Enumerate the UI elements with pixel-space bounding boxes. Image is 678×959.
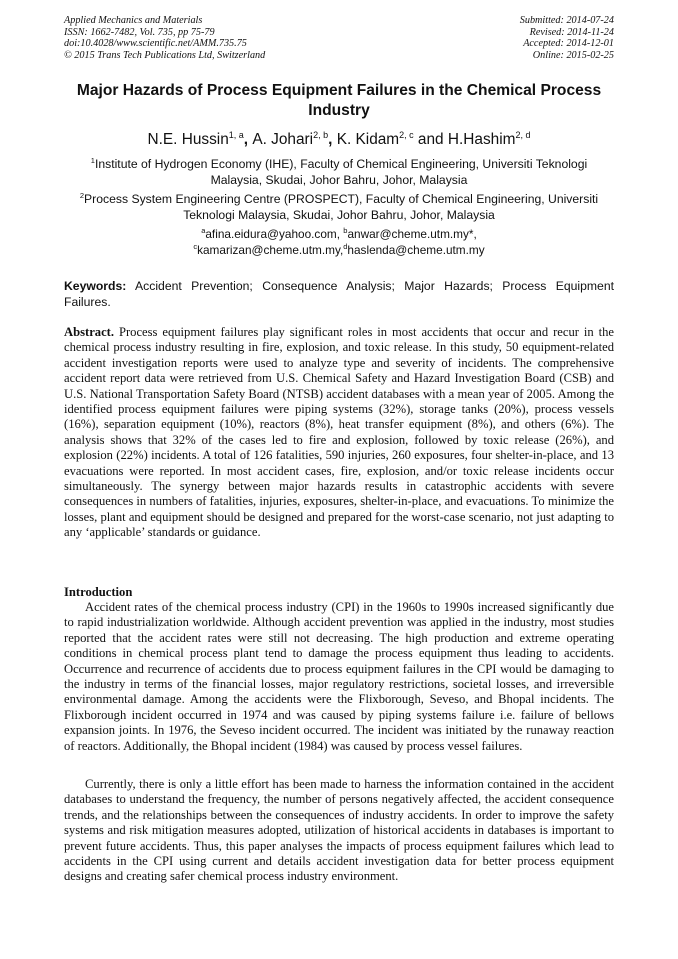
author-name: N.E. Hussin [147, 131, 229, 148]
journal-doi: doi:10.4028/www.scientific.net/AMM.735.75 [64, 38, 247, 50]
author-separator: , [243, 131, 253, 148]
submission-dates [520, 15, 614, 61]
date-online: Online: 2015-02-25 [532, 49, 614, 61]
author-separator: , [328, 131, 337, 148]
author-separator: and [413, 131, 448, 148]
journal-copyright: © 2015 Trans Tech Publications Ltd, Switzerland [64, 49, 266, 61]
email-c[interactable]: kamarizan@cheme.utm.my, [197, 242, 344, 257]
affiliation-mark: 1 [90, 155, 95, 165]
affiliation-text: Process System Engineering Centre (PROSPECT), Faculty of Chemical Engineering, Universiti Teknologi Malaysia, Skudai, Johor Bahru, Johor, Malaysia [84, 192, 599, 222]
keywords-label: Keywords: [64, 279, 127, 293]
affiliation-2 [64, 192, 614, 223]
author-affiliation-mark: 2, d [515, 129, 531, 140]
email-d[interactable]: haslenda@cheme.utm.my [347, 242, 485, 257]
body-paragraph: Accident rates of the chemical process industry (CPI) in the 1960s to 1990s increased significantly due to rapid industrialization worldwide. Although accident prevention was applied in the industry, most studies reported that the accident rates were still not decreasing. The high production and extreme operating conditions in chemical process plant tend to damage the process equipment thus leading to accidents. Occurrence and recurrence of accidents due to process equipment failures in the CPI would be damaging to the industry in terms of the financial losses, major regulatory restrictions, societal losses, and irreversible environmental damage. Among the accidents were the Flixborough, Seveso, and Bhopal incidents. The Flixborough incident occurred in 1974 and was caused by piping systems failure i.e. failure of bellows expansion joints. In 1976, the Seveso incident occurred. The incident was initiated by the runaway reaction of reactors. Additionally, the Bhopal incident (1984) was caused by process vessel failures. [64, 600, 614, 753]
author-list [64, 131, 614, 149]
email-b[interactable]: anwar@cheme.utm.my*, [347, 227, 477, 241]
email-mark: a [201, 226, 206, 236]
affiliation-mark: 2 [79, 190, 85, 200]
email-a[interactable]: afina.eidura@yahoo.com, [205, 227, 340, 241]
author-emails [64, 227, 614, 258]
affiliation-1 [64, 157, 614, 188]
date-revised: Revised: 2014-11-24 [529, 26, 614, 38]
author-affiliation-mark: 1, a [228, 129, 244, 140]
keywords-text: Accident Prevention; Consequence Analysis; Major Hazards; Process Equipment Failures. [64, 279, 614, 309]
abstract [64, 325, 614, 541]
journal-issn: ISSN: 1662-7482, Vol. 735, pp 75-79 [64, 26, 215, 38]
author-name: K. Kidam [336, 131, 400, 148]
email-mark: c [193, 241, 198, 251]
email-mark: b [343, 226, 348, 236]
author-affiliation-mark: 2, b [313, 129, 329, 140]
abstract-text: Process equipment failures play significant roles in most accidents that occur and recur in the chemical process industry resulting in fire, explosion, and toxic release. In this study, 50 equipment-related accident investigation reports were used to analyze type and severity of incidents. The comprehensive accident report data were retrieved from U.S. Chemical Safety and Hazard Investigation Board (CSB) and U.S. National Transportation Safety Board (NTSB) accident databases with a mean year of 2005. Among the identified process equipment failures were piping systems (32%), storage tanks (20%), process vessels (16%), separation equipment (10%), reactors (8%), heat transfer equipment (8%), and others (6%). The analysis shows that 32% of the cases led to fire and explosion, followed by toxic release (26%), and explosion (22%) incidents. A total of 126 fatalities, 590 injuries, 260 exposures, four shelter-in-place, and 13 evacuations were reported. In most accident cases, fire, explosion, and/or toxic release incidents occur simultaneously. The synergy between major hazards results in catastrophic accidents with severe consequences in numbers of fatalities, injuries, exposures, shelter-in-place, and evacuations. To minimize the losses, plant and equipment should be designed and prepared for the worst-case scenario, not just adapting to any ‘applicable’ standards or guidance. [64, 325, 614, 540]
email-mark: d [343, 241, 348, 251]
body-paragraph: Currently, there is only a little effort has been made to harness the information contained in the accident databases to understand the frequency, the number of persons negatively affected, the accident consequence trends, and the relationships between the consequences of industry accidents. In order to improve the safety systems and risk mitigation measures adopted, utilization of historical accidents in databases is important to prevent future accidents. Thus, this paper analyses the impacts of process equipment failures which lead to accidents in the CPI using current and details accident investigation data for better process equipment designs and creating safer chemical process industry environment. [64, 777, 614, 884]
author-affiliation-mark: 2, c [399, 129, 414, 140]
affiliation-text: Institute of Hydrogen Economy (IHE), Faculty of Chemical Engineering, Universiti Teknologi Malaysia, Skudai, Johor Bahru, Johor, Malaysia [94, 157, 588, 187]
keywords [64, 279, 614, 310]
section-heading-introduction: Introduction [64, 585, 133, 599]
abstract-label: Abstract. [64, 325, 115, 339]
date-submitted: Submitted: 2014-07-24 [519, 15, 614, 26]
author-name: H.Hashim [447, 131, 516, 148]
paper-title: Major Hazards of Process Equipment Failures in the Chemical Process Industry [76, 82, 602, 119]
author-name: A. Johari [252, 131, 314, 148]
journal-info [64, 15, 265, 61]
journal-name: Applied Mechanics and Materials [64, 15, 203, 26]
date-accepted: Accepted: 2014-12-01 [523, 38, 614, 50]
